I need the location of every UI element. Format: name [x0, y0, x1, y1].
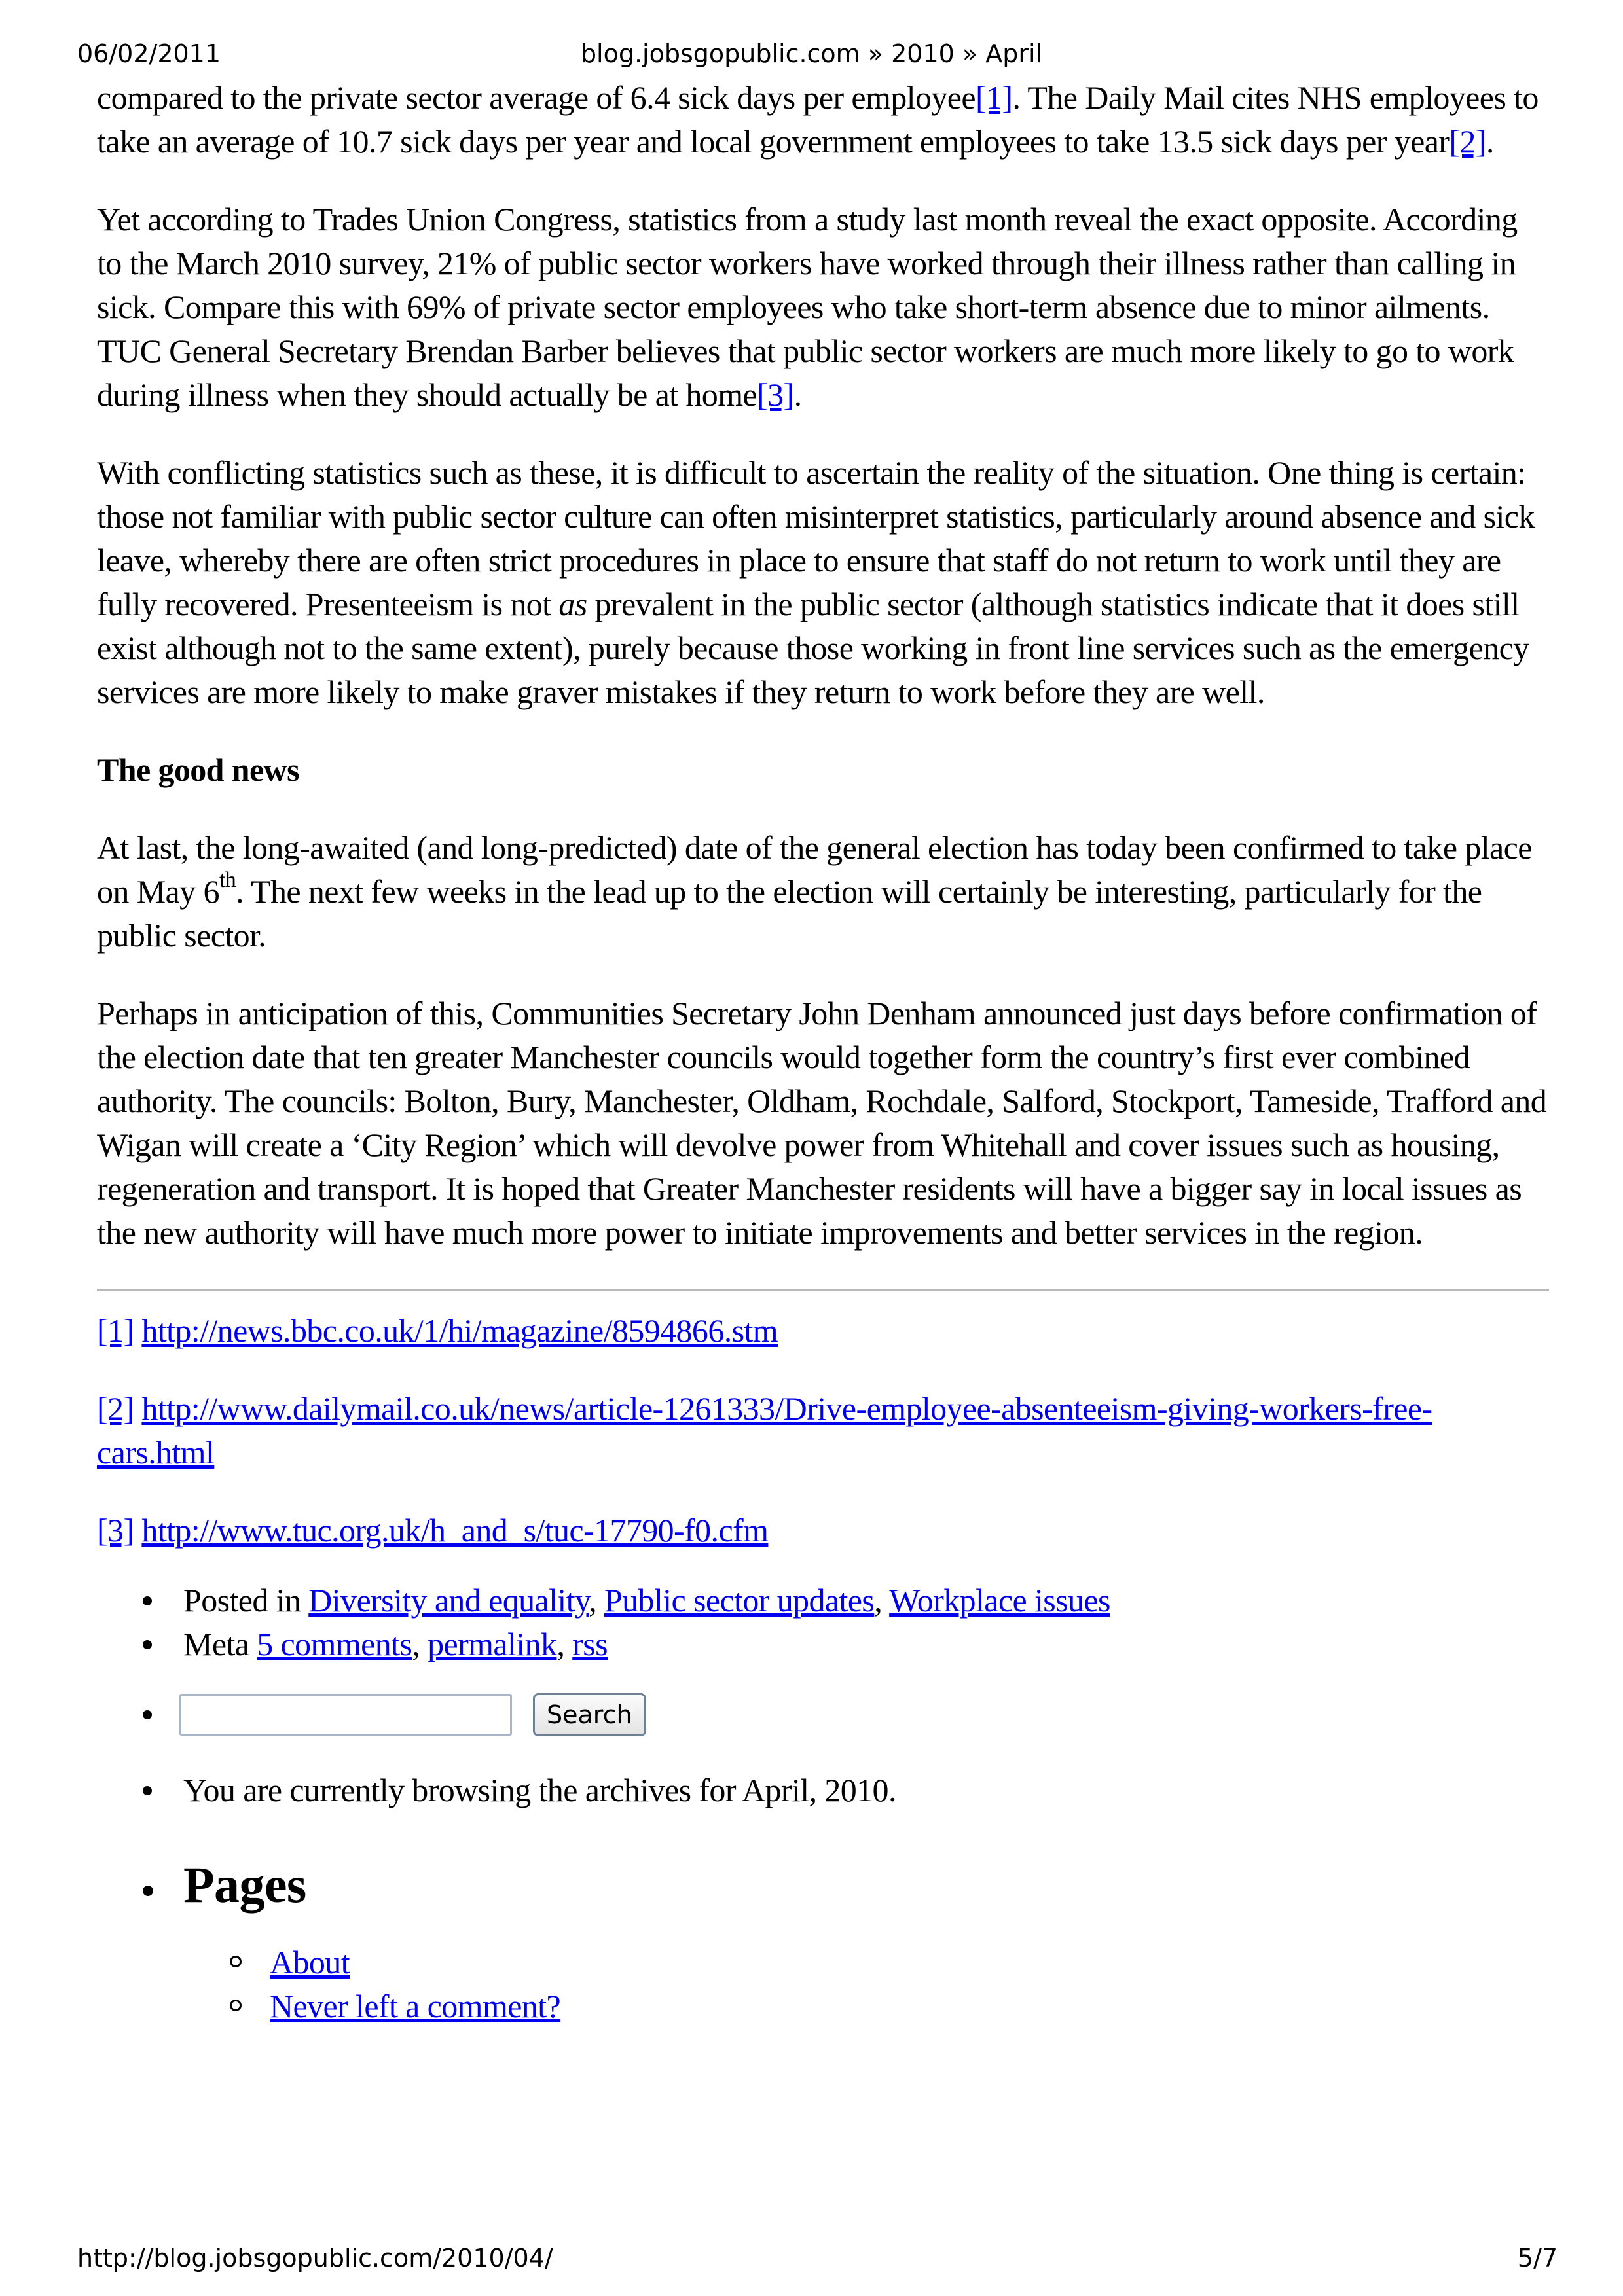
paragraph-conflicting-statistics: With conflicting statistics such as these, it is difficult to ascertain the reality of the situation. One thing is certain: those not familiar with public sector culture can often misinterpret statistics, particularly around absence and sick leave, whereby there are often strict procedures in place to ensure that staff do not return to work until they are fully recovered. Presenteeism is not as prevalent in the public sector (although statistics indicate that it does still exist although not to the same extent), purely because those working in front line services such as the emergency services are more likely to make graver mistakes if they return to work before they are well. — [97, 454, 1535, 710]
category-link-public-sector[interactable]: Public sector updates — [604, 1582, 875, 1619]
search-button[interactable]: Search — [533, 1693, 646, 1736]
footnote-ref-3[interactable]: [3] — [757, 376, 794, 413]
footnote-1-label[interactable]: [1] — [97, 1312, 134, 1349]
category-link-diversity[interactable]: Diversity and equality — [308, 1582, 589, 1619]
paragraph-sick-days: compared to the private sector average of 6.4 sick days per employee[1]. The Daily Mail cites NHS employees to take an average of 10.7 sick days per year and local government employees to take 13.5 sick days per year[2]. — [97, 79, 1539, 160]
rss-link[interactable]: rss — [572, 1626, 608, 1662]
section-heading-good-news: The good news — [97, 751, 299, 788]
paragraph-tuc-statistics: Yet according to Trades Union Congress, statistics from a study last month reveal the exact opposite. According to the March 2010 survey, 21% of public sector workers have worked through their illness rather than calling in sick. Compare this with 69% of private sector employees who take short-term absence due to minor ailments. TUC General Secretary Brendan Barber believes that public sector workers are much more likely to go to work during illness when they should actually be at home[3]. — [97, 201, 1518, 413]
page-link-never-left-comment[interactable]: Never left a comment? — [270, 1988, 561, 2024]
page-item-about — [270, 1941, 1549, 1984]
footnote-ref-2[interactable]: [2] — [1449, 123, 1486, 160]
footnote-3-label[interactable]: [3] — [97, 1512, 134, 1549]
search-item — [183, 1689, 1549, 1741]
print-page-title: blog.jobsgopublic.com » 2010 » April — [580, 39, 1043, 68]
search-input[interactable] — [179, 1694, 512, 1736]
posted-in-item: Posted in Diversity and equality, Public sector updates, Workplace issues — [183, 1579, 1549, 1623]
page-item-never-left-comment — [270, 1984, 1549, 2028]
footnote-1-url[interactable]: http://news.bbc.co.uk/1/hi/magazine/8594866.stm — [141, 1312, 778, 1349]
article-content — [97, 76, 1549, 2028]
print-url: http://blog.jobsgopublic.com/2010/04/ — [77, 2244, 553, 2272]
browsing-archives-item: You are currently browsing the archives for April, 2010. — [183, 1768, 1549, 1812]
footnote-2 — [97, 1387, 1549, 1475]
footnote-ref-1[interactable]: [1] — [975, 79, 1013, 116]
footnote-3-url[interactable]: http://www.tuc.org.uk/h_and_s/tuc-17790-f0.cfm — [141, 1512, 769, 1549]
footnote-1 — [97, 1309, 1549, 1353]
pages-list — [183, 1941, 1549, 2028]
footnotes-divider — [97, 1289, 1549, 1291]
print-header — [0, 39, 1623, 72]
footnote-2-url[interactable]: http://www.dailymail.co.uk/news/article-1261333/Drive-employee-absenteeism-giving-workers-free-cars.html — [97, 1390, 1432, 1471]
comments-link[interactable]: 5 comments — [257, 1626, 412, 1662]
footnote-3 — [97, 1509, 1549, 1552]
print-footer — [0, 2244, 1623, 2276]
category-link-workplace[interactable]: Workplace issues — [889, 1582, 1110, 1619]
permalink-link[interactable]: permalink — [428, 1626, 557, 1662]
meta-item: Meta 5 comments, permalink, rss — [183, 1623, 1549, 1666]
footnote-2-label[interactable]: [2] — [97, 1390, 134, 1427]
post-meta-list — [97, 1579, 1549, 2028]
paragraph-combined-authority: Perhaps in anticipation of this, Communities Secretary John Denham announced just days before confirmation of the election date that ten greater Manchester councils would together form the country’s first ever combined authority. The councils: Bolton, Bury, Manchester, Oldham, Rochdale, Salford, Stockport, Tameside, Trafford and Wigan will create a ‘City Region’ which will devolve power from Whitehall and cover issues such as housing, regeneration and transport. It is hoped that Greater Manchester residents will have a bigger say in local issues as the new authority will have much more power to initiate improvements and better services in the region. — [97, 995, 1547, 1251]
print-page-number: 5/7 — [1517, 2244, 1558, 2272]
paragraph-election-date: At last, the long-awaited (and long-predicted) date of the general election has today been confirmed to take place on May 6th. The next few weeks in the lead up to the election will certainly be interesting, particularly for the public sector. — [97, 829, 1532, 954]
print-date: 06/02/2011 — [77, 39, 221, 68]
pages-section — [183, 1849, 1549, 2028]
page-link-about[interactable]: About — [270, 1944, 350, 1981]
pages-heading: Pages — [183, 1856, 306, 1913]
